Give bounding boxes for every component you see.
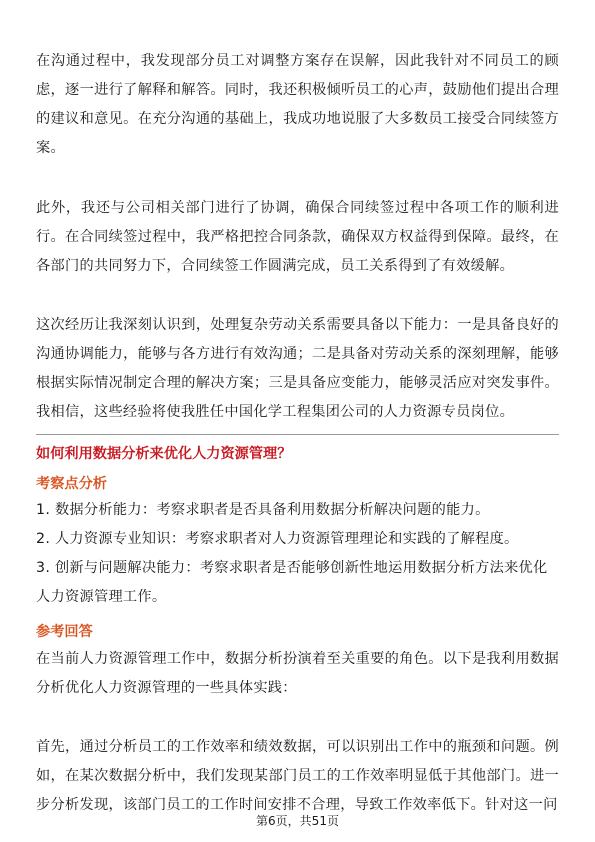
analysis-item: 3. 创新与问题解决能力：考察求职者是否能够创新性地运用数据分析方法来优化人力资源管理工作。 bbox=[36, 560, 548, 605]
analysis-list bbox=[36, 496, 559, 612]
analysis-label: 考察点分析 bbox=[36, 476, 107, 492]
document-page bbox=[36, 0, 559, 842]
analysis-item: 2. 人力资源专业知识：考察求职者对人力资源管理理论和实践的了解程度。 bbox=[36, 531, 519, 547]
page-number: 第6页，共51页 bbox=[256, 814, 339, 828]
paragraph-coordination: 此外，我还与公司相关部门进行了协调，确保合同续签过程中各项工作的顺利进行。在合同续签过程中，我严格把控合同条款，确保双方权益得到保障。最终，在各部门的共同努力下，合同续签工作圆满完成，员工关系得到了有效缓解。 bbox=[36, 200, 559, 274]
analysis-item: 1. 数据分析能力：考察求职者是否具备利用数据分析解决问题的能力。 bbox=[36, 502, 490, 518]
answer-body: 首先，通过分析员工的工作效率和绩效数据，可以识别出工作中的瓶颈和问题。例如，在某次数据分析中，我们发现某部门员工的工作效率明显低于其他部门。进一步分析发现，该部门员工的工作时间安排不合理，导致工作效率低下。针对这一问 bbox=[36, 739, 559, 813]
paragraph-communication: 在沟通过程中，我发现部分员工对调整方案存在误解，因此我针对不同员工的顾虑，逐一进行了解释和解答。同时，我还积极倾听员工的心声，鼓励他们提出合理的建议和意见。在充分沟通的基础上，我成功地说服了大多数员工接受合同续签方案。 bbox=[36, 53, 559, 156]
section-divider bbox=[36, 434, 559, 435]
answer-label: 参考回答 bbox=[36, 624, 93, 640]
question-title: 如何利用数据分析来优化人力资源管理？ bbox=[36, 446, 292, 462]
answer-intro: 在当前人力资源管理工作中，数据分析扮演着至关重要的角色。以下是我利用数据分析优化人力资源管理的一些具体实践： bbox=[36, 651, 559, 696]
paragraph-lessons: 这次经历让我深刻认识到，处理复杂劳动关系需要具备以下能力：一是具备良好的沟通协调能力，能够与各方进行有效沟通；二是具备对劳动关系的深刻理解，能够根据实际情况制定合理的解决方案；三是具备应变能力，能够灵活应对突发事件。我相信，这些经验将使我胜任中国化学工程集团公司的人力资源专员岗位。 bbox=[36, 317, 559, 420]
